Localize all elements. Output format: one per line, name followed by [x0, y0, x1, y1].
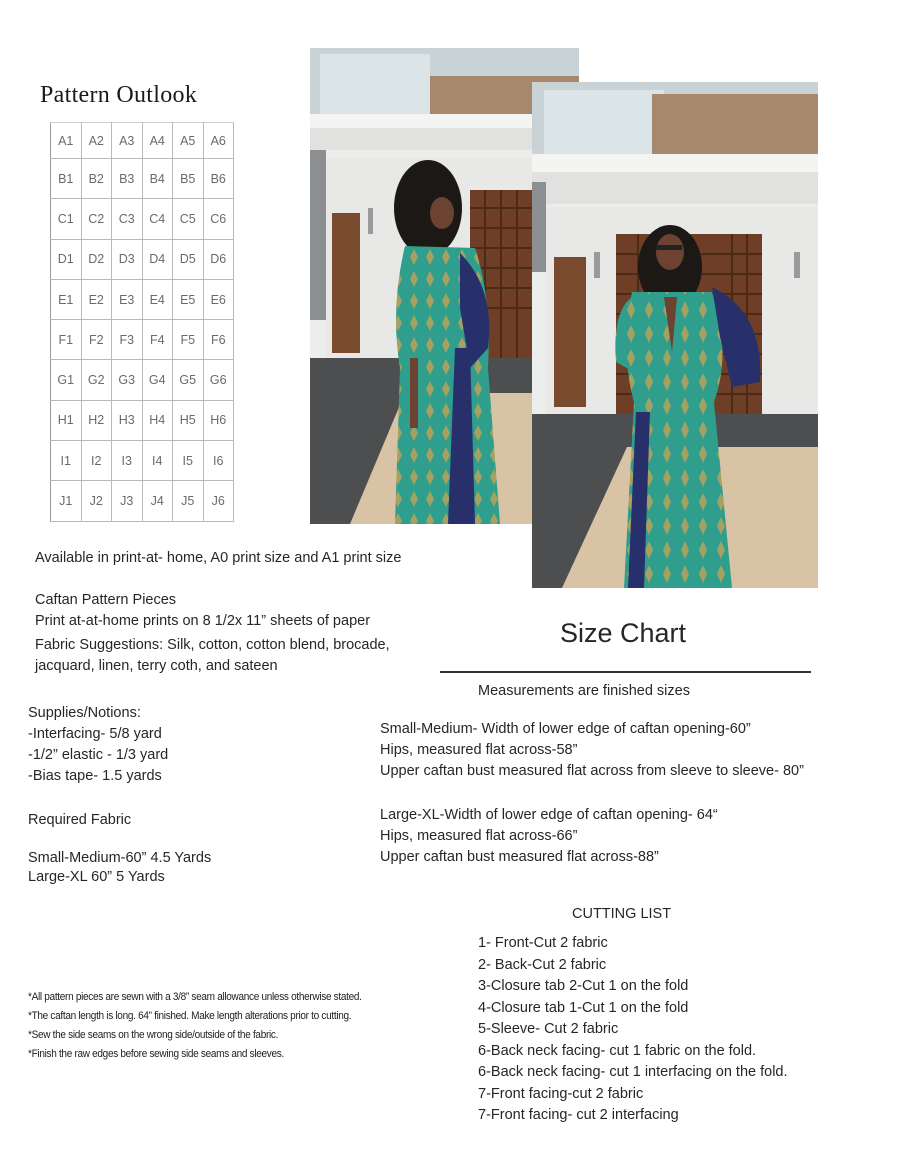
availability-text: Available in print-at- home, A0 print size and A1 print size: [35, 550, 402, 566]
pattern-grid-row: [51, 199, 234, 239]
pattern-grid-cell: A1: [51, 123, 82, 159]
caftan-photo-front-view: [532, 82, 818, 588]
cutting-list-item: 7-Front facing-cut 2 fabric: [478, 1085, 644, 1102]
cutting-list-item: 6-Back neck facing- cut 1 interfacing on the fold.: [478, 1064, 788, 1080]
pattern-grid-row: [51, 400, 234, 440]
pattern-grid-cell: D3: [112, 239, 143, 279]
cutting-list-item: 5-Sleeve- Cut 2 fabric: [478, 1021, 619, 1037]
pattern-grid-cell: A2: [81, 123, 112, 159]
supply-item: -Interfacing- 5/8 yard: [28, 726, 162, 742]
cutting-list-item: 7-Front facing- cut 2 interfacing: [478, 1107, 679, 1123]
pattern-grid-cell: H6: [203, 400, 234, 440]
pattern-grid-cell: I5: [173, 441, 204, 481]
cutting-list-title: CUTTING LIST: [572, 906, 672, 922]
pattern-grid-cell: F6: [203, 320, 234, 360]
pattern-grid-row: [51, 360, 234, 400]
sewing-note: *Sew the side seams on the wrong side/outside of the fabric.: [28, 1029, 279, 1041]
pattern-grid-cell: C3: [112, 199, 143, 239]
pattern-pieces-section: [35, 590, 390, 677]
sewing-notes: [28, 988, 407, 1064]
pattern-grid-cell: D4: [142, 239, 173, 279]
pattern-grid-cell: A3: [112, 123, 143, 159]
size-chart-title: Size Chart: [560, 618, 687, 648]
pattern-grid-cell: C4: [142, 199, 173, 239]
cutting-list-item: 2- Back-Cut 2 fabric: [478, 956, 607, 973]
size-chart-subtitle: Measurements are finished sizes: [478, 683, 690, 699]
pattern-grid-row: [51, 159, 234, 199]
pattern-grid-cell: J5: [173, 481, 204, 521]
size-line: Hips, measured flat across-66”: [380, 828, 578, 844]
cutting-list-item: 4-Closure tab 1-Cut 1 on the fold: [478, 999, 689, 1016]
fabric-suggestions-line1: Fabric Suggestions: Silk, cotton, cotton blend, brocade,: [35, 637, 390, 653]
pattern-grid-cell: G6: [203, 360, 234, 400]
pattern-grid-cell: I4: [142, 441, 173, 481]
pattern-grid-cell: H5: [173, 400, 204, 440]
pattern-grid-cell: J3: [112, 481, 143, 521]
pattern-grid-row: [51, 279, 234, 319]
pattern-grid-cell: E4: [142, 279, 173, 319]
pattern-grid-cell: I1: [51, 441, 82, 481]
pattern-grid-row: [51, 441, 234, 481]
pattern-grid-cell: E6: [203, 279, 234, 319]
required-fabric-item: Small-Medium-60” 4.5 Yards: [28, 850, 212, 866]
size-small-medium: [380, 719, 804, 782]
pattern-grid-cell: D1: [51, 239, 82, 279]
pattern-grid-cell: B2: [81, 159, 112, 199]
pattern-grid-cell: D6: [203, 239, 234, 279]
pattern-grid-cell: G3: [112, 360, 143, 400]
pattern-grid-cell: G2: [81, 360, 112, 400]
pattern-grid-cell: A4: [142, 123, 173, 159]
pattern-grid-cell: D2: [81, 239, 112, 279]
pattern-grid-cell: H1: [51, 400, 82, 440]
fabric-suggestions-line2: jacquard, linen, terry coth, and sateen: [35, 658, 278, 674]
size-line: Upper caftan bust measured flat across-88”: [380, 849, 659, 865]
pattern-grid-cell: J6: [203, 481, 234, 521]
cutting-list-item: 3-Closure tab 2-Cut 1 on the fold: [478, 978, 689, 994]
pattern-grid-cell: C2: [81, 199, 112, 239]
pattern-grid-cell: A6: [203, 123, 234, 159]
pattern-grid-cell: B3: [112, 159, 143, 199]
required-fabric-heading: Required Fabric: [28, 812, 132, 828]
pattern-grid-cell: E2: [81, 279, 112, 319]
pattern-grid-cell: H2: [81, 400, 112, 440]
pattern-grid-cell: F5: [173, 320, 204, 360]
pattern-grid-cell: A5: [173, 123, 204, 159]
pattern-grid-cell: C6: [203, 199, 234, 239]
supplies-section: [28, 703, 168, 787]
required-fabric-section: [28, 849, 211, 887]
size-line: Hips, measured flat across-58”: [380, 742, 578, 758]
pattern-grid-cell: H4: [142, 400, 173, 440]
pattern-grid-cell: I6: [203, 441, 234, 481]
size-line: Large-XL-Width of lower edge of caftan opening- 64“: [380, 807, 718, 823]
pattern-grid-row: [51, 239, 234, 279]
supply-item: -Bias tape- 1.5 yards: [28, 768, 162, 784]
cutting-list-item: 6-Back neck facing- cut 1 fabric on the fold.: [478, 1042, 757, 1059]
pattern-grid-cell: F3: [112, 320, 143, 360]
sewing-note: *All pattern pieces are sewn with a 3/8” seam allowance unless otherwise stated.: [28, 991, 362, 1003]
pattern-grid-cell: F4: [142, 320, 173, 360]
pattern-pieces-heading: Caftan Pattern Pieces: [35, 592, 177, 608]
cutting-list-item: 1- Front-Cut 2 fabric: [478, 935, 608, 951]
sewing-note: *The caftan length is long. 64” finished. Make length alterations prior to cutting.: [28, 1010, 352, 1022]
pattern-grid-cell: B5: [173, 159, 204, 199]
pattern-grid-cell: J1: [51, 481, 82, 521]
supplies-heading: Supplies/Notions:: [28, 705, 141, 721]
pattern-grid-cell: G5: [173, 360, 204, 400]
pattern-grid-row: [51, 481, 234, 521]
pattern-grid-cell: B1: [51, 159, 82, 199]
pattern-grid-cell: D5: [173, 239, 204, 279]
pattern-grid-cell: F2: [81, 320, 112, 360]
size-line: Small-Medium- Width of lower edge of caftan opening-60”: [380, 721, 751, 737]
pattern-grid-cell: E3: [112, 279, 143, 319]
size-line: Upper caftan bust measured flat across from sleeve to sleeve- 80”: [380, 763, 804, 779]
pattern-grid-cell: J2: [81, 481, 112, 521]
pattern-grid-cell: J4: [142, 481, 173, 521]
print-note: Print at-at-home prints on 8 1/2x 11” sheets of paper: [35, 613, 371, 629]
pattern-grid-cell: I3: [112, 441, 143, 481]
pattern-grid-cell: C5: [173, 199, 204, 239]
pattern-grid-cell: H3: [112, 400, 143, 440]
sewing-note: *Finish the raw edges before sewing side seams and sleeves.: [28, 1048, 284, 1060]
pattern-grid-cell: E5: [173, 279, 204, 319]
pattern-grid: [50, 122, 234, 522]
pattern-grid-cell: G4: [142, 360, 173, 400]
pattern-grid-cell: G1: [51, 360, 82, 400]
size-large-xl: [380, 805, 718, 868]
required-fabric-item: Large-XL 60” 5 Yards: [28, 869, 165, 885]
pattern-grid-row: [51, 320, 234, 360]
pattern-grid-cell: F1: [51, 320, 82, 360]
pattern-outlook-title: Pattern Outlook: [40, 82, 198, 108]
pattern-grid-row: [51, 123, 234, 159]
pattern-grid-cell: E1: [51, 279, 82, 319]
pattern-grid-cell: C1: [51, 199, 82, 239]
supply-item: -1/2” elastic - 1/3 yard: [28, 747, 169, 763]
size-chart-divider: [440, 671, 811, 673]
cutting-list: [478, 933, 788, 1127]
pattern-grid-cell: I2: [81, 441, 112, 481]
pattern-grid-cell: B4: [142, 159, 173, 199]
pattern-grid-cell: B6: [203, 159, 234, 199]
